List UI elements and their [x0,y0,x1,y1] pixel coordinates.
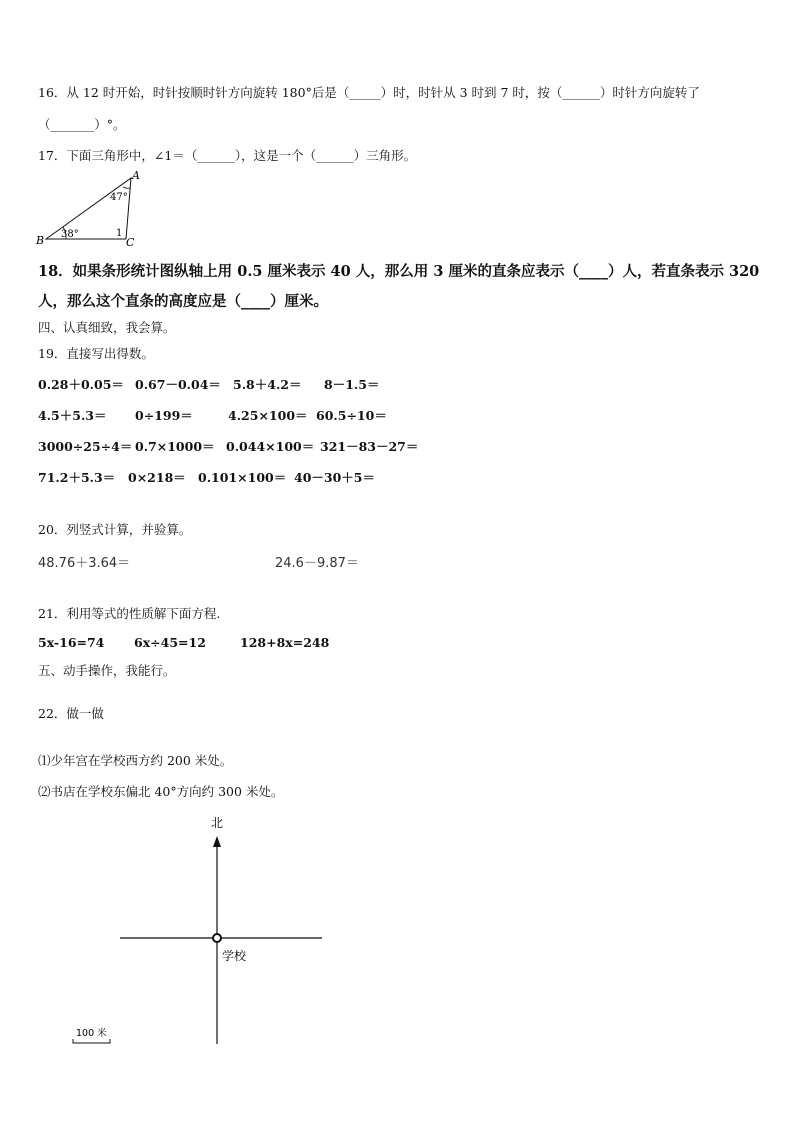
q16-line2: （_______）°。 [38,117,126,132]
calc-item: 0×218＝ [128,470,186,485]
calc-item: 40－30＋5＝ [294,470,375,485]
calc-item: 321－83－27＝ [320,439,419,454]
q19-title: 19．直接写出得数。 [38,346,154,361]
angle-a-arc [123,187,130,188]
equation-item: 5x-16=74 [38,635,105,650]
school-point-icon [213,934,221,942]
calc-item: 71.2＋5.3＝ [38,470,116,485]
q21-title: 21．利用等式的性质解下面方程. [38,606,221,621]
school-label: 学校 [222,949,247,963]
q16-line1: 16．从 12 时开始，时针按顺时针方向旋转 180°后是（_____）时，时针从 3 时到 7 时，按（______）时针方向旋转了 [38,85,700,100]
calc-item: 0.7×1000＝ [135,439,215,454]
q18-line2: 人，那么这个直条的高度应是（____）厘米。 [38,293,328,310]
calc-item: 3000÷25÷4＝ [38,439,133,454]
q17-text: 17．下面三角形中，∠1＝（______），这是一个（______）三角形。 [38,148,417,163]
direction-diagram [60,810,340,1050]
equation-item: 6x÷45=12 [134,635,206,650]
scale-label: 100 米 [76,1028,107,1039]
section-5-heading: 五、动手操作，我能行。 [38,663,176,678]
vertex-b-label: B [36,234,45,247]
calc-item: 0.67－0.04＝ [135,377,221,392]
scale-bar [73,1039,110,1043]
q22-item-2: ⑵书店在学校东偏北 40°方向约 300 米处。 [38,784,284,799]
angle-b-value: 38° [61,229,79,240]
vertex-c-label: C [126,236,135,249]
calc-item: 4.5＋5.3＝ [38,408,107,423]
angle-a-value: 47° [110,192,128,203]
q22-title: 22．做一做 [38,706,104,721]
section-4-heading: 四、认真细致，我会算。 [38,320,176,335]
q22-item-1: ⑴少年宫在学校西方约 200 米处。 [38,753,233,768]
equation-item: 128+8x=248 [240,635,330,650]
calc-item: 60.5÷10＝ [316,408,387,423]
calc-item: 0÷199＝ [135,408,193,423]
calc-item: 0.28＋0.05＝ [38,377,124,392]
calc-item: 4.25×100＝ [228,408,308,423]
calc-item: 0.101×100＝ [198,470,287,485]
q18-line1: 18．如果条形统计图纵轴上用 0.5 厘米表示 40 人，那么用 3 厘米的直条应表示（____）人，若直条表示 320 [38,263,760,280]
north-label: 北 [211,816,224,830]
angle-1-label: 1 [116,228,123,239]
calc-item: 5.8＋4.2＝ [233,377,302,392]
calc-item: 0.044×100＝ [226,439,315,454]
q20-title: 20．列竖式计算，并验算。 [38,522,192,537]
q20-expression-1: 48.76＋3.64＝ [38,556,131,571]
north-arrow-icon [213,836,221,847]
q20-expression-2: 24.6－9.87＝ [275,556,359,571]
q17-triangle-figure [30,166,150,250]
vertex-a-label: A [132,169,140,182]
calc-item: 8－1.5＝ [324,377,380,392]
